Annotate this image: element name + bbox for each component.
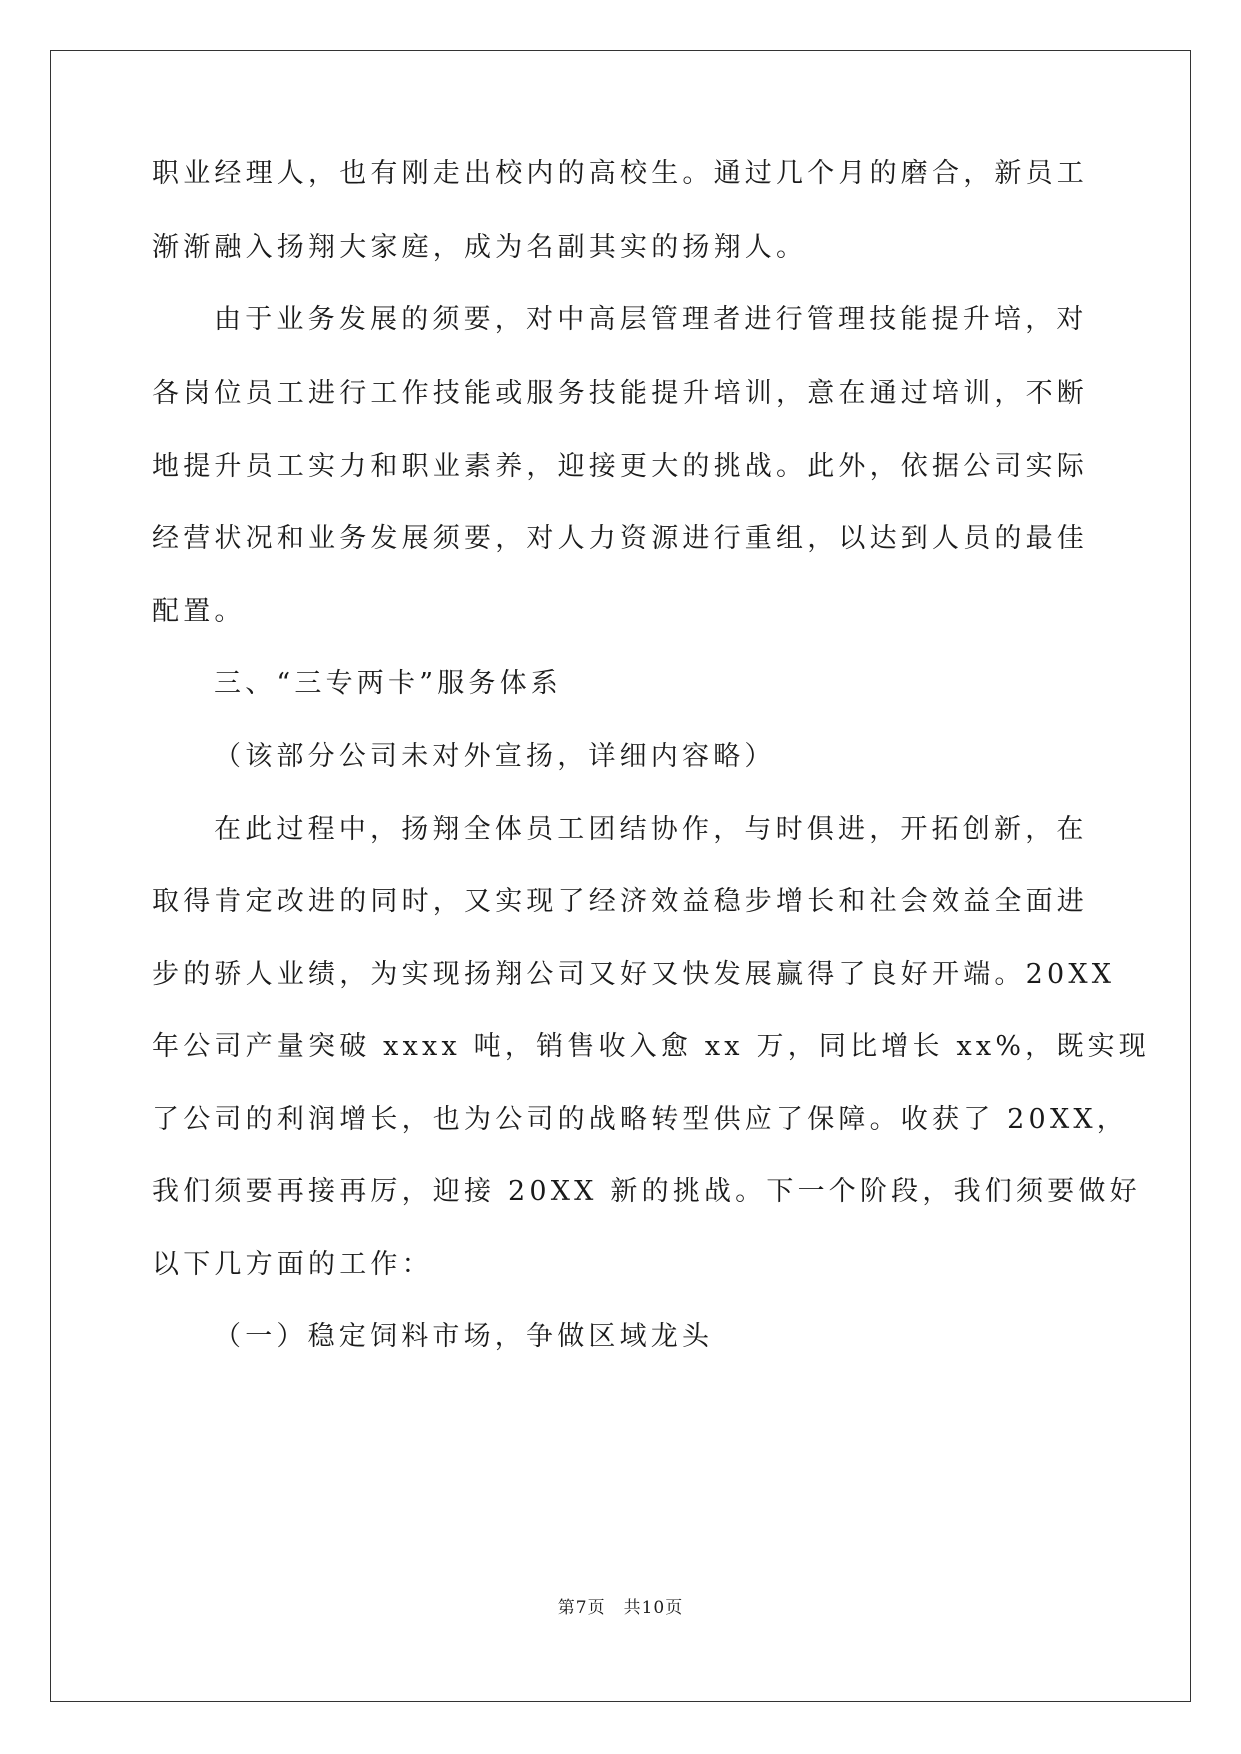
text-line: 职业经理人，也有刚走出校内的高校生。通过几个月的磨合，新员工 [152,158,1088,189]
section-heading: 三、“三专两卡”服务体系 [214,668,563,699]
note-line: （该部分公司未对外宣扬，详细内容略） [214,741,776,772]
text-line: 步的骄人业绩，为实现扬翔公司又好又快发展赢得了良好开端。20XX [152,959,1116,990]
text-line: 各岗位员工进行工作技能或服务技能提升培训，意在通过培训，不断 [152,378,1088,409]
page-border [50,50,1191,1702]
text-line: 我们须要再接再厉，迎接 20XX 新的挑战。下一个阶段，我们须要做好 [152,1176,1141,1207]
paragraph-start: 由于业务发展的须要，对中高层管理者进行管理技能提升培，对 [214,304,1088,335]
page-number: 第7页 共10页 [557,1598,684,1618]
text-line: 以下几方面的工作： [152,1249,433,1280]
text-line: 取得肯定改进的同时，又实现了经济效益稳步增长和社会效益全面进 [152,886,1088,917]
paragraph-start: 在此过程中，扬翔全体员工团结协作，与时俱进，开拓创新，在 [214,814,1088,845]
text-line: 了公司的利润增长，也为公司的战略转型供应了保障。收获了 20XX， [152,1104,1128,1135]
text-line: 年公司产量突破 xxxx 吨，销售收入愈 xx 万，同比增长 xx%，既实现 [152,1031,1150,1062]
subsection-heading: （一）稳定饲料市场，争做区域龙头 [214,1321,714,1352]
text-line: 地提升员工实力和职业素养，迎接更大的挑战。此外，依据公司实际 [152,451,1088,482]
text-line: 经营状况和业务发展须要，对人力资源进行重组，以达到人员的最佳 [152,523,1088,554]
text-line: 配置。 [152,596,246,627]
text-line: 渐渐融入扬翔大家庭，成为名副其实的扬翔人。 [152,232,808,263]
